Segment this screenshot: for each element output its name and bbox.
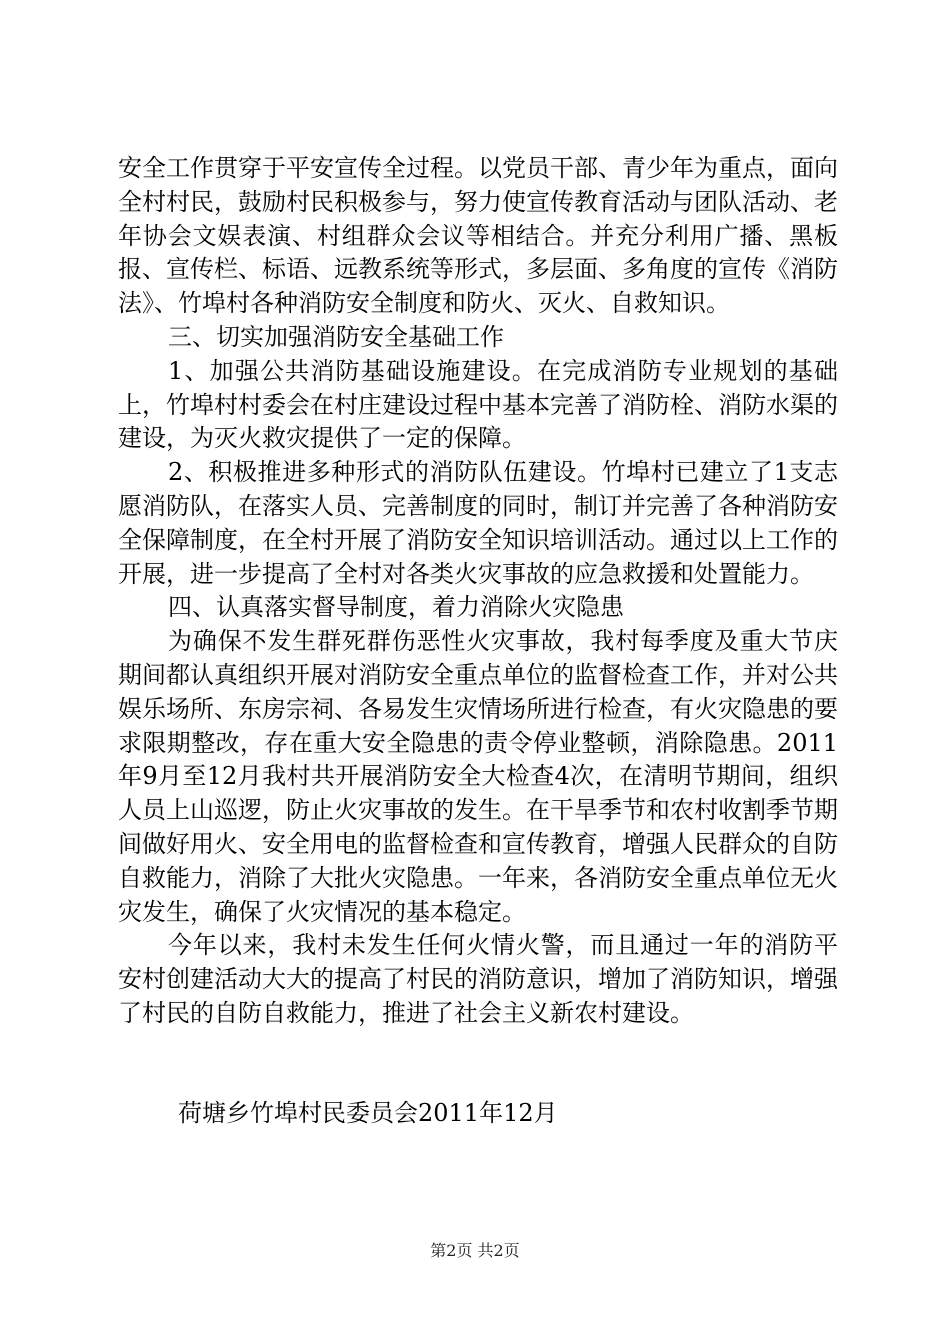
heading-section-three: 三、切实加强消防安全基础工作: [168, 322, 504, 351]
paragraph-summary: 今年以来，我村未发生任何火情火警，而且通过一年的消防平安村创建活动大大的提高了村民的消防意识，增加了消防知识，增强了村民的自防自救能力，推进了社会主义新农村建设。: [118, 931, 838, 1027]
signature-line: 荷塘乡竹埠村民委员会2011年12月: [178, 1099, 558, 1127]
page-footer: 第2页 共2页: [430, 1241, 520, 1260]
paragraph-infrastructure: 1、加强公共消防基础设施建设。在完成消防专业规划的基础上，竹埠村村委会在村庄建设过程中基本完善了消防栓、消防水渠的建设，为灭火救灾提供了一定的保障。: [118, 356, 838, 453]
paragraph-fire-brigade: 2、积极推进多种形式的消防队伍建设。竹埠村已建立了1支志愿消防队，在落实人员、完善制度的同时，制订并完善了各种消防安全保障制度，在全村开展了消防安全知识培训活动。通过以上工作的开展，进一步提高了全村对各类火灾事故的应急救援和处置能力。: [118, 458, 838, 588]
heading-section-four: 四、认真落实督导制度，着力消除火灾隐患: [168, 593, 624, 622]
paragraph-inspection: 为确保不发生群死群伤恶性火灾事故，我村每季度及重大节庆期间都认真组织开展对消防安全重点单位的监督检查工作，并对公共娱乐场所、东房宗祠、各易发生灾情场所进行检查，有火灾隐患的要求限期整改，存在重大安全隐患的责令停业整顿，消除隐患。2011年9月至12月我村共开展消防安全大检查4次，在清明节期间，组织人员上山巡逻，防止火灾事故的发生。在干旱季节和农村收割季节期间做好用火、安全用电的监督检查和宣传教育，增强人民群众的自防自救能力，消除了大批火灾隐患。一年来，各消防安全重点单位无火灾发生，确保了火灾情况的基本稳定。: [118, 627, 838, 926]
document-body: [118, 152, 838, 1031]
paragraph-publicity-continued: 安全工作贯穿于平安宣传全过程。以党员干部、青少年为重点，面向全村村民，鼓励村民积极参与，努力使宣传教育活动与团队活动、老年协会文娱表演、村组群众会议等相结合。并充分利用广播、黑板报、宣传栏、标语、远教系统等形式，多层面、多角度的宣传《消防法》、竹埠村各种消防安全制度和防火、灭火、自救知识。: [118, 154, 838, 318]
